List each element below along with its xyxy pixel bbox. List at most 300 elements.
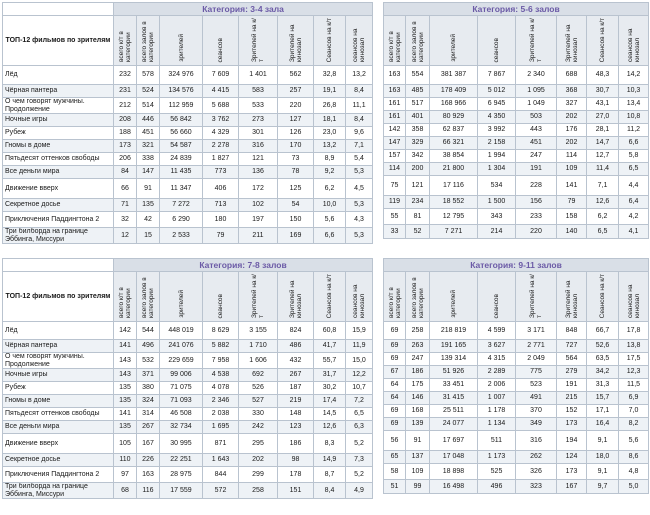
data-cell: 257 <box>278 85 314 98</box>
column-header-label: всего залов в категории <box>410 21 425 62</box>
data-cell: 17,8 <box>619 322 649 340</box>
data-cell: 109 <box>406 464 430 480</box>
table-row <box>3 369 373 382</box>
data-cell: 202 <box>557 111 587 124</box>
data-cell: 135 <box>114 395 137 408</box>
data-cell: 401 <box>406 111 430 124</box>
data-cell: 9,7 <box>587 480 619 494</box>
data-cell: 6 290 <box>160 212 203 228</box>
data-cell: 62 837 <box>430 124 478 137</box>
data-cell: 5,4 <box>346 153 373 166</box>
data-cell: 330 <box>239 408 278 421</box>
table-row <box>384 85 649 98</box>
data-cell: 163 <box>384 85 406 98</box>
film-name: Ночные игры <box>3 369 114 382</box>
data-cell: 1 178 <box>478 405 516 418</box>
data-cell: 10,7 <box>346 382 373 395</box>
data-cell: 713 <box>203 199 239 212</box>
data-cell: 17 116 <box>430 176 478 196</box>
data-cell: 125 <box>278 179 314 199</box>
data-cell: 18 898 <box>430 464 478 480</box>
data-cell: 33 451 <box>430 379 478 392</box>
film-name: Гномы в доме <box>3 140 114 153</box>
data-cell: 31 415 <box>430 392 478 405</box>
column-header-label: всего к/т в категории <box>387 287 402 318</box>
data-cell: 12 <box>114 228 137 244</box>
data-cell: 1 500 <box>478 196 516 209</box>
data-cell: 688 <box>557 66 587 85</box>
data-cell: 75 <box>384 176 406 196</box>
data-cell: 12,6 <box>314 421 346 434</box>
column-header <box>478 16 516 66</box>
column-header <box>239 272 278 322</box>
data-cell: 327 <box>557 98 587 111</box>
data-cell: 5,6 <box>314 212 346 228</box>
column-header <box>137 16 160 66</box>
data-cell: 1 710 <box>239 340 278 353</box>
table-row <box>384 464 649 480</box>
data-cell: 80 929 <box>430 111 478 124</box>
film-name: Лёд <box>3 322 114 340</box>
data-cell: 544 <box>137 322 160 340</box>
data-cell: 371 <box>137 369 160 382</box>
data-cell: 554 <box>406 66 430 85</box>
stats-table <box>383 258 649 494</box>
data-cell: 5 882 <box>203 340 239 353</box>
column-header <box>406 272 430 322</box>
data-cell: 524 <box>137 85 160 98</box>
data-cell: 32,8 <box>314 66 346 85</box>
data-cell: 69 <box>384 405 406 418</box>
data-cell: 6,2 <box>587 209 619 225</box>
data-cell: 233 <box>516 209 557 225</box>
table-row <box>3 166 373 179</box>
data-cell: 150 <box>278 212 314 228</box>
data-cell: 486 <box>278 340 314 353</box>
data-cell: 109 <box>557 163 587 176</box>
data-cell: 140 <box>557 225 587 239</box>
data-cell: 186 <box>278 434 314 454</box>
table-row <box>3 382 373 395</box>
data-cell: 79 <box>203 228 239 244</box>
data-cell: 16 498 <box>430 480 478 494</box>
column-header-label: Зрителей на кинозал <box>564 24 579 62</box>
table-row <box>3 66 373 85</box>
data-cell: 324 <box>137 395 160 408</box>
data-cell: 123 <box>278 421 314 434</box>
data-cell: 6,4 <box>619 196 649 209</box>
data-cell: 8,3 <box>314 434 346 454</box>
column-header <box>557 16 587 66</box>
column-header <box>516 16 557 66</box>
data-cell: 773 <box>203 166 239 179</box>
data-cell: 69 <box>384 322 406 340</box>
table-row <box>384 322 649 340</box>
data-cell: 126 <box>278 127 314 140</box>
data-cell: 55 <box>384 209 406 225</box>
column-header-label: всего к/т в категории <box>387 31 402 62</box>
data-cell: 11 347 <box>160 179 203 199</box>
data-cell: 3 992 <box>478 124 516 137</box>
data-cell: 234 <box>406 196 430 209</box>
data-cell: 324 976 <box>160 66 203 85</box>
data-cell: 1 643 <box>203 454 239 467</box>
data-cell: 358 <box>406 124 430 137</box>
data-cell: 562 <box>278 66 314 85</box>
data-cell: 7 271 <box>430 225 478 239</box>
data-cell: 202 <box>239 454 278 467</box>
data-cell: 136 <box>239 166 278 179</box>
data-cell: 13,2 <box>346 66 373 85</box>
top-films-title: ТОП-12 фильмов по зрителям <box>3 272 114 322</box>
table-row <box>3 467 373 483</box>
data-cell: 143 <box>114 353 137 369</box>
data-cell: 11,4 <box>587 163 619 176</box>
data-cell: 5,2 <box>346 434 373 454</box>
table-row <box>384 66 649 85</box>
data-cell: 180 <box>203 212 239 228</box>
category-title: Категория: 5-6 залов <box>384 3 649 16</box>
data-cell: 152 <box>557 405 587 418</box>
film-name: Рубеж <box>3 127 114 140</box>
column-header-label: сеансов <box>493 293 500 318</box>
table-row <box>384 379 649 392</box>
column-header-label: зрителей <box>450 34 457 62</box>
data-cell: 5 012 <box>478 85 516 98</box>
data-cell: 17,1 <box>587 405 619 418</box>
data-cell: 503 <box>516 111 557 124</box>
data-cell: 12,2 <box>346 369 373 382</box>
data-cell: 6 945 <box>478 98 516 111</box>
data-cell: 4 315 <box>478 353 516 366</box>
column-header-label: Зрителей на к/т <box>529 18 543 62</box>
column-header-label: Сеансов на к/т <box>326 17 333 62</box>
data-cell: 18 552 <box>430 196 478 209</box>
data-cell: 3 171 <box>516 322 557 340</box>
column-header <box>557 272 587 322</box>
data-cell: 66,7 <box>587 322 619 340</box>
table-row <box>3 140 373 153</box>
data-cell: 7,1 <box>346 140 373 153</box>
data-cell: 71 <box>114 199 137 212</box>
data-cell: 54 587 <box>160 140 203 153</box>
data-cell: 5 688 <box>203 98 239 114</box>
data-cell: 124 <box>557 451 587 464</box>
column-header <box>430 272 478 322</box>
data-cell: 8,6 <box>619 451 649 464</box>
data-cell: 119 <box>384 196 406 209</box>
data-cell: 267 <box>278 369 314 382</box>
data-cell: 157 <box>384 150 406 163</box>
table-row <box>3 179 373 199</box>
column-header <box>160 272 203 322</box>
data-cell: 161 <box>384 98 406 111</box>
data-cell: 532 <box>137 353 160 369</box>
data-cell: 197 <box>239 212 278 228</box>
data-cell: 146 <box>406 392 430 405</box>
data-cell: 247 <box>406 353 430 366</box>
data-cell: 30,7 <box>587 85 619 98</box>
column-header-label: Зрителей на к/т <box>251 18 265 62</box>
data-cell: 99 <box>406 480 430 494</box>
data-cell: 5,3 <box>346 228 373 244</box>
data-cell: 134 576 <box>160 85 203 98</box>
data-cell: 4,1 <box>619 225 649 239</box>
data-cell: 578 <box>137 66 160 85</box>
data-cell: 69 <box>384 418 406 431</box>
data-cell: 8,4 <box>346 85 373 98</box>
data-cell: 121 <box>406 176 430 196</box>
column-header <box>203 272 239 322</box>
data-cell: 220 <box>278 98 314 114</box>
column-header-label: Зрителей на к/т <box>529 274 543 318</box>
column-header <box>239 16 278 66</box>
data-cell: 46 508 <box>160 408 203 421</box>
data-cell: 12 795 <box>430 209 478 225</box>
data-cell: 173 <box>557 464 587 480</box>
column-header <box>384 272 406 322</box>
data-cell: 151 <box>278 483 314 499</box>
film-name: Ночные игры <box>3 114 114 127</box>
data-cell: 451 <box>137 127 160 140</box>
data-cell: 10,8 <box>619 111 649 124</box>
data-cell: 5,0 <box>619 480 649 494</box>
column-header <box>314 272 346 322</box>
data-cell: 446 <box>137 114 160 127</box>
data-cell: 4,4 <box>619 176 649 196</box>
data-cell: 69 <box>384 340 406 353</box>
data-cell: 523 <box>516 379 557 392</box>
data-cell: 16,4 <box>587 418 619 431</box>
stats-table <box>2 258 373 499</box>
data-cell: 1 095 <box>516 85 557 98</box>
data-cell: 202 <box>557 137 587 150</box>
data-cell: 56 <box>384 431 406 451</box>
film-name: Три билборда на границе Эббинга, Миссури <box>3 228 114 244</box>
data-cell: 43,1 <box>587 98 619 111</box>
data-cell: 2 771 <box>516 340 557 353</box>
data-cell: 2 340 <box>516 66 557 85</box>
data-cell: 14,5 <box>314 408 346 421</box>
data-cell: 168 966 <box>430 98 478 111</box>
data-cell: 60,8 <box>314 322 346 340</box>
data-cell: 534 <box>478 176 516 196</box>
data-cell: 56 660 <box>160 127 203 140</box>
data-cell: 32 734 <box>160 421 203 434</box>
table-row <box>384 451 649 464</box>
data-cell: 73 <box>278 153 314 166</box>
category-title: Категория: 3-4 зала <box>114 3 373 16</box>
data-cell: 64 <box>384 392 406 405</box>
column-header-label: зрителей <box>177 290 185 318</box>
data-cell: 156 <box>516 196 557 209</box>
data-cell: 219 <box>278 395 314 408</box>
data-cell: 583 <box>239 85 278 98</box>
data-cell: 13,8 <box>619 340 649 353</box>
film-name: Секретное досье <box>3 199 114 212</box>
data-cell: 1 173 <box>478 451 516 464</box>
column-header <box>114 16 137 66</box>
data-cell: 4 599 <box>478 322 516 340</box>
table-row <box>3 98 373 114</box>
column-header-label: сеансов <box>217 37 224 62</box>
column-header <box>478 272 516 322</box>
data-cell: 169 <box>278 228 314 244</box>
data-cell: 4 415 <box>203 85 239 98</box>
column-header <box>430 16 478 66</box>
data-cell: 18,1 <box>314 114 346 127</box>
data-cell: 194 <box>557 431 587 451</box>
column-header <box>406 16 430 66</box>
data-cell: 81 <box>406 209 430 225</box>
column-header-label: сеансов на кинозал <box>352 284 367 318</box>
data-cell: 58 <box>384 464 406 480</box>
data-cell: 17,5 <box>619 353 649 366</box>
data-cell: 163 <box>137 467 160 483</box>
column-header-label: Сеансов на к/т <box>599 17 606 62</box>
data-cell: 135 <box>114 382 137 395</box>
data-cell: 4 350 <box>478 111 516 124</box>
data-cell: 491 <box>516 392 557 405</box>
data-cell: 4 329 <box>203 127 239 140</box>
film-name: Лёд <box>3 66 114 85</box>
data-cell: 451 <box>516 137 557 150</box>
data-cell: 349 <box>516 418 557 431</box>
data-cell: 368 <box>557 85 587 98</box>
film-name: Приключения Паддингтона 2 <box>3 467 114 483</box>
data-cell: 137 <box>406 451 430 464</box>
data-cell: 533 <box>239 98 278 114</box>
data-cell: 15 <box>137 228 160 244</box>
data-cell: 17,4 <box>314 395 346 408</box>
data-cell: 15,0 <box>346 353 373 369</box>
data-cell: 99 006 <box>160 369 203 382</box>
data-cell: 7 272 <box>160 199 203 212</box>
data-cell: 1 827 <box>203 153 239 166</box>
data-cell: 3 155 <box>239 322 278 340</box>
data-cell: 188 <box>114 127 137 140</box>
data-cell: 71 075 <box>160 382 203 395</box>
column-header-label: сеансов на кинозал <box>626 284 641 318</box>
column-header <box>619 272 649 322</box>
data-cell: 114 <box>557 150 587 163</box>
data-cell: 187 <box>278 382 314 395</box>
table-row <box>384 225 649 239</box>
data-cell: 176 <box>557 124 587 137</box>
table-row <box>384 137 649 150</box>
column-header <box>137 272 160 322</box>
data-cell: 11,5 <box>619 379 649 392</box>
table-row <box>384 150 649 163</box>
data-cell: 2 278 <box>203 140 239 153</box>
data-cell: 51 926 <box>430 366 478 379</box>
data-cell: 56 842 <box>160 114 203 127</box>
column-header <box>516 272 557 322</box>
data-cell: 526 <box>239 382 278 395</box>
data-cell: 6,3 <box>346 421 373 434</box>
data-cell: 64 <box>384 379 406 392</box>
data-cell: 116 <box>137 483 160 499</box>
film-name: Все деньги мира <box>3 421 114 434</box>
table-row <box>3 228 373 244</box>
data-cell: 380 <box>137 382 160 395</box>
data-cell: 218 819 <box>430 322 478 340</box>
data-cell: 8,9 <box>314 153 346 166</box>
data-cell: 2 533 <box>160 228 203 244</box>
data-cell: 11,2 <box>619 124 649 137</box>
data-cell: 4,3 <box>346 212 373 228</box>
data-cell: 9,6 <box>346 127 373 140</box>
data-cell: 22 251 <box>160 454 203 467</box>
data-cell: 18,0 <box>587 451 619 464</box>
data-cell: 329 <box>406 137 430 150</box>
data-cell: 5,3 <box>346 199 373 212</box>
film-name: О чем говорят мужчины. Продолжение <box>3 98 114 114</box>
stats-table <box>2 2 373 244</box>
data-cell: 262 <box>516 451 557 464</box>
data-cell: 25 511 <box>430 405 478 418</box>
data-cell: 5,8 <box>619 150 649 163</box>
table-row <box>3 340 373 353</box>
data-cell: 2 346 <box>203 395 239 408</box>
table-row <box>384 480 649 494</box>
column-header-label: Зрителей на кинозал <box>288 24 303 62</box>
stats-table <box>383 2 649 239</box>
table-row <box>3 408 373 421</box>
film-name: Чёрная пантера <box>3 85 114 98</box>
data-cell: 63,5 <box>587 353 619 366</box>
table-row <box>384 209 649 225</box>
data-cell: 206 <box>114 153 137 166</box>
data-cell: 1 401 <box>239 66 278 85</box>
table-row <box>384 196 649 209</box>
data-cell: 147 <box>384 137 406 150</box>
table-row <box>3 127 373 140</box>
data-cell: 2 289 <box>478 366 516 379</box>
column-header-label: сеансов на кинозал <box>626 28 641 62</box>
film-name: О чем говорят мужчины. Продолжение <box>3 353 114 369</box>
data-cell: 110 <box>114 454 137 467</box>
data-cell: 9,1 <box>587 431 619 451</box>
data-cell: 84 <box>114 166 137 179</box>
data-cell: 299 <box>239 467 278 483</box>
data-cell: 871 <box>203 434 239 454</box>
data-cell: 13,4 <box>619 98 649 111</box>
data-cell: 69 <box>384 353 406 366</box>
data-cell: 51 <box>384 480 406 494</box>
film-name: Все деньги мира <box>3 166 114 179</box>
data-cell: 517 <box>406 98 430 111</box>
table-row <box>384 353 649 366</box>
film-name: Пятьдесят оттенков свободы <box>3 153 114 166</box>
data-cell: 143 <box>114 369 137 382</box>
data-cell: 572 <box>203 483 239 499</box>
data-cell: 175 <box>406 379 430 392</box>
data-cell: 167 <box>557 480 587 494</box>
data-cell: 273 <box>239 114 278 127</box>
column-header <box>114 272 137 322</box>
data-cell: 496 <box>137 340 160 353</box>
table-row <box>384 163 649 176</box>
column-header <box>160 16 203 66</box>
column-header <box>587 16 619 66</box>
data-cell: 31,3 <box>587 379 619 392</box>
table-row <box>384 111 649 124</box>
data-cell: 381 387 <box>430 66 478 85</box>
data-cell: 121 <box>239 153 278 166</box>
data-cell: 8,7 <box>314 467 346 483</box>
data-cell: 12,7 <box>587 150 619 163</box>
